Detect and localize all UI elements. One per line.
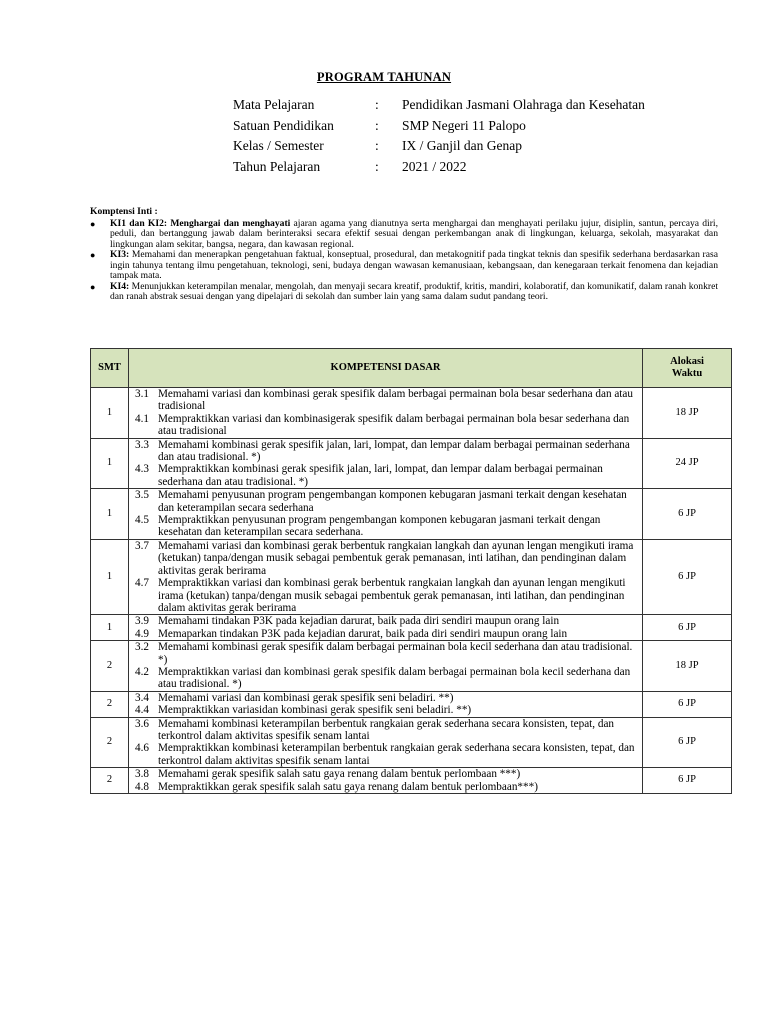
bullet-icon: ● bbox=[90, 281, 96, 292]
kd-item bbox=[135, 463, 638, 488]
alokasi-waktu-cell: 6 JP bbox=[643, 691, 732, 717]
ki-heading: Komptensi Inti : bbox=[90, 206, 158, 217]
kd-number: 4.3 bbox=[134, 463, 149, 476]
kd-item bbox=[135, 388, 638, 413]
table-row bbox=[91, 717, 732, 768]
kd-item bbox=[135, 781, 638, 793]
kd-text: Memahami kombinasi gerak spesifik dalam berbagai permainan bola kecil sederhana dan atau tradisional. *) bbox=[157, 641, 633, 666]
kompetensi-dasar-cell bbox=[128, 768, 642, 794]
kd-number: 3.9 bbox=[134, 615, 149, 628]
smt-cell: 2 bbox=[91, 641, 129, 692]
header-alokasi-waktu bbox=[643, 349, 732, 388]
table-row bbox=[91, 691, 732, 717]
meta-value: 2021 / 2022 bbox=[402, 158, 467, 174]
kd-number: 4.7 bbox=[134, 577, 149, 590]
meta-label: Satuan Pendidikan bbox=[233, 117, 334, 133]
alokasi-waktu-cell: 24 JP bbox=[643, 438, 732, 489]
alokasi-waktu-cell: 6 JP bbox=[643, 717, 732, 768]
kd-item bbox=[135, 439, 638, 464]
meta-separator: : bbox=[375, 158, 379, 174]
kd-text: Memahami gerak spesifik salah satu gaya renang dalam bentuk perlombaan ***) bbox=[157, 768, 521, 781]
kd-text: Mempraktikkan variasi dan kombinasi gerak berbentuk rangkaian langkah dan ayunan lengan mengikuti irama (ketukan) tanpa/dengan musik sebagai pembentuk gerak pemanasan, inti latihan, dan pendinginan dalam aktivitas gerak berirama bbox=[157, 577, 626, 614]
kompetensi-dasar-cell bbox=[128, 615, 642, 641]
header-waktu-line: Alokasi bbox=[670, 355, 704, 367]
kd-text: Memahami kombinasi keterampilan berbentuk rangkaian gerak sederhana secara konsisten, tepat, dan terkontrol dalam aktivitas spesifik senam lantai bbox=[157, 717, 615, 742]
kd-item bbox=[135, 514, 638, 539]
kd-item bbox=[135, 768, 638, 780]
kd-item bbox=[135, 666, 638, 691]
kd-number: 4.2 bbox=[134, 665, 149, 678]
kd-number: 3.1 bbox=[134, 388, 149, 400]
ki-item bbox=[90, 250, 718, 282]
meta-separator: : bbox=[375, 97, 379, 112]
header-kompetensi-dasar: KOMPETENSI DASAR bbox=[128, 349, 642, 388]
ki-code: KI4: bbox=[110, 280, 130, 292]
kd-number: 4.9 bbox=[134, 627, 149, 640]
alokasi-waktu-cell: 6 JP bbox=[643, 615, 732, 641]
kompetensi-dasar-cell bbox=[128, 489, 642, 540]
kd-item bbox=[135, 489, 638, 514]
kompetensi-dasar-cell bbox=[128, 539, 642, 614]
kd-text: Memahami tindakan P3K pada kejadian darurat, baik pada diri sendiri maupun orang lain bbox=[157, 615, 560, 628]
kd-text: Mempraktikkan kombinasi gerak spesifik jalan, lari, lompat, dan lempar dalam berbagai permainan sederhana dan atau tradisional. *) bbox=[157, 463, 603, 488]
kd-item bbox=[135, 742, 638, 767]
kompetensi-dasar-cell bbox=[128, 691, 642, 717]
kd-text: Memahami kombinasi gerak spesifik jalan, lari, lompat, dan lempar dalam berbagai permainan sederhana dan atau tradisional. *) bbox=[157, 438, 630, 464]
kd-number: 3.7 bbox=[134, 539, 149, 552]
kd-item bbox=[135, 704, 638, 716]
kd-item bbox=[135, 413, 638, 438]
table-row bbox=[91, 489, 732, 540]
table-row bbox=[91, 438, 732, 489]
meta-separator: : bbox=[375, 138, 379, 153]
table-header-row bbox=[91, 349, 732, 388]
kd-item bbox=[135, 615, 638, 627]
alokasi-waktu-cell: 6 JP bbox=[643, 489, 732, 540]
kompetensi-dasar-table bbox=[90, 348, 732, 794]
kd-item bbox=[135, 628, 638, 640]
alokasi-waktu-cell: 18 JP bbox=[643, 641, 732, 692]
kompetensi-dasar-cell bbox=[128, 388, 642, 439]
kd-text: Memaparkan tindakan P3K pada kejadian darurat, baik pada diri sendiri maupun orang lain bbox=[157, 627, 568, 640]
meta-label: Mata Pelajaran bbox=[233, 97, 315, 112]
kd-item bbox=[135, 692, 638, 704]
kompetensi-inti-section bbox=[90, 207, 718, 303]
ki-text: Memahami dan menerapkan pengetahuan faktual, konseptual, prosedural, dan metakognitif pada tingkat teknis dan spesifik sederhana berdasarkan rasa ingin tahunya tentang ilmu pengetahuan, teknologi, seni, budaya dengan wawasan kemanusiaan, kebangsaan, dan kenegaraan terkait fenomena dan kejadian tampak mata. bbox=[110, 249, 718, 281]
ki-text: Menunjukkan keterampilan menalar, mengolah, dan menyaji secara kreatif, produktif, kritis, mandiri, kolaboratif, dan komunikatif, dalam ranah konkret dan ranah abstrak sesuai dengan yang dipelajari di sekolah dan sumber lain yang sama dalam sudut pandang teori. bbox=[110, 280, 718, 302]
bullet-icon: ● bbox=[90, 218, 96, 229]
ki-item bbox=[90, 219, 718, 251]
ki-text: ajaran agama yang dianutnya serta menghargai dan menghayati perilaku jujur, disiplin, santun, percaya diri, peduli, dan bertanggung jawab dalam berinteraksi secara efektif sesuai dengan perkembangan anak di lingkungan, keluarga, sekolah, masyarakat dan lingkungan alam sekitar, bangsa, negara, dan kawasan regional. bbox=[110, 217, 718, 250]
alokasi-waktu-cell: 6 JP bbox=[643, 539, 732, 614]
alokasi-waktu-cell: 6 JP bbox=[643, 768, 732, 794]
kd-text: Mempraktikkan variasi dan kombinasi gerak spesifik dalam berbagai permainan bola kecil sederhana dan atau tradisional. *) bbox=[157, 665, 631, 691]
kd-number: 4.1 bbox=[134, 412, 149, 425]
kd-number: 4.5 bbox=[134, 514, 149, 527]
kd-text: Memahami variasi dan kombinasi gerak spesifik seni beladiri. **) bbox=[157, 691, 454, 704]
kd-text: Mempraktikkan penyusunan program pengembangan komponen kebugaran jasmani terkait dengan kesehatan dan keterampilan secara sederhana. bbox=[157, 514, 601, 539]
kd-number: 4.6 bbox=[134, 742, 149, 755]
kd-number: 3.5 bbox=[134, 489, 149, 502]
smt-cell: 1 bbox=[91, 388, 129, 439]
table-row bbox=[91, 615, 732, 641]
kd-number: 3.8 bbox=[134, 768, 149, 781]
kd-item bbox=[135, 641, 638, 666]
meta-label: Tahun Pelajaran bbox=[233, 158, 321, 174]
table-body bbox=[91, 388, 732, 794]
meta-label: Kelas / Semester bbox=[233, 138, 324, 153]
table-row bbox=[91, 388, 732, 439]
smt-cell: 1 bbox=[91, 539, 129, 614]
table-row bbox=[91, 768, 732, 794]
table-row bbox=[91, 641, 732, 692]
kd-text: Memahami variasi dan kombinasi gerak berbentuk rangkaian langkah dan ayunan lengan mengikuti irama (ketukan) tanpa/dengan musik sebagai pembentuk gerak pemanasan, inti latihan, dan pendinginan dalam aktivitas gerak berirama bbox=[157, 539, 634, 577]
meta-value: Pendidikan Jasmani Olahraga dan Kesehatan bbox=[402, 97, 645, 112]
kd-text: Memahami variasi dan kombinasi gerak spesifik dalam berbagai permainan bola besar sederhana dan atau tradisional bbox=[157, 388, 633, 413]
meta-value: IX / Ganjil dan Genap bbox=[402, 138, 522, 153]
alokasi-waktu-cell: 18 JP bbox=[643, 388, 732, 439]
smt-cell: 1 bbox=[91, 615, 129, 641]
meta-separator: : bbox=[375, 117, 379, 133]
kompetensi-dasar-cell bbox=[128, 641, 642, 692]
smt-cell: 2 bbox=[91, 717, 129, 768]
kd-text: Mempraktikkan variasidan kombinasi gerak spesifik seni beladiri. **) bbox=[157, 704, 472, 717]
meta-value: SMP Negeri 11 Palopo bbox=[402, 117, 526, 133]
kd-text: Mempraktikkan variasi dan kombinasigerak spesifik dalam berbagai permainan bola besar sederhana dan atau tradisional bbox=[157, 412, 630, 438]
smt-cell: 2 bbox=[91, 768, 129, 794]
kompetensi-dasar-cell bbox=[128, 717, 642, 768]
kd-item bbox=[135, 540, 638, 577]
page-title: PROGRAM TAHUNAN bbox=[316, 70, 452, 84]
smt-cell: 2 bbox=[91, 691, 129, 717]
kd-item bbox=[135, 718, 638, 743]
kd-number: 4.4 bbox=[134, 704, 149, 717]
kd-number: 3.4 bbox=[134, 691, 149, 704]
kd-number: 3.2 bbox=[134, 641, 149, 654]
bullet-icon: ● bbox=[90, 250, 96, 260]
kd-text: Mempraktikkan gerak spesifik salah satu gaya renang dalam bentuk perlombaan***) bbox=[157, 780, 538, 793]
ki-code: KI1 dan KI2: Menghargai dan menghayati bbox=[110, 217, 291, 229]
kd-number: 4.8 bbox=[134, 780, 149, 793]
kd-number: 3.3 bbox=[134, 438, 149, 451]
table-row bbox=[91, 539, 732, 614]
kompetensi-dasar-cell bbox=[128, 438, 642, 489]
smt-cell: 1 bbox=[91, 489, 129, 540]
kd-item bbox=[135, 577, 638, 614]
kd-text: Memahami penyusunan program pengembangan komponen kebugaran jasmani terkait dengan kesehatan dan keterampilan secara sederhana bbox=[157, 489, 627, 514]
smt-cell: 1 bbox=[91, 438, 129, 489]
header-waktu-line: Waktu bbox=[671, 368, 703, 379]
ki-item bbox=[90, 282, 718, 303]
kd-number: 3.6 bbox=[134, 717, 149, 730]
header-smt: SMT bbox=[91, 349, 129, 388]
kd-text: Mempraktikkan kombinasi keterampilan berbentuk rangkaian gerak sederhana secara konsisten, tepat, dan terkontrol dalam aktivitas spesifik senam lantai bbox=[157, 742, 635, 767]
ki-code: KI3: bbox=[110, 249, 130, 260]
